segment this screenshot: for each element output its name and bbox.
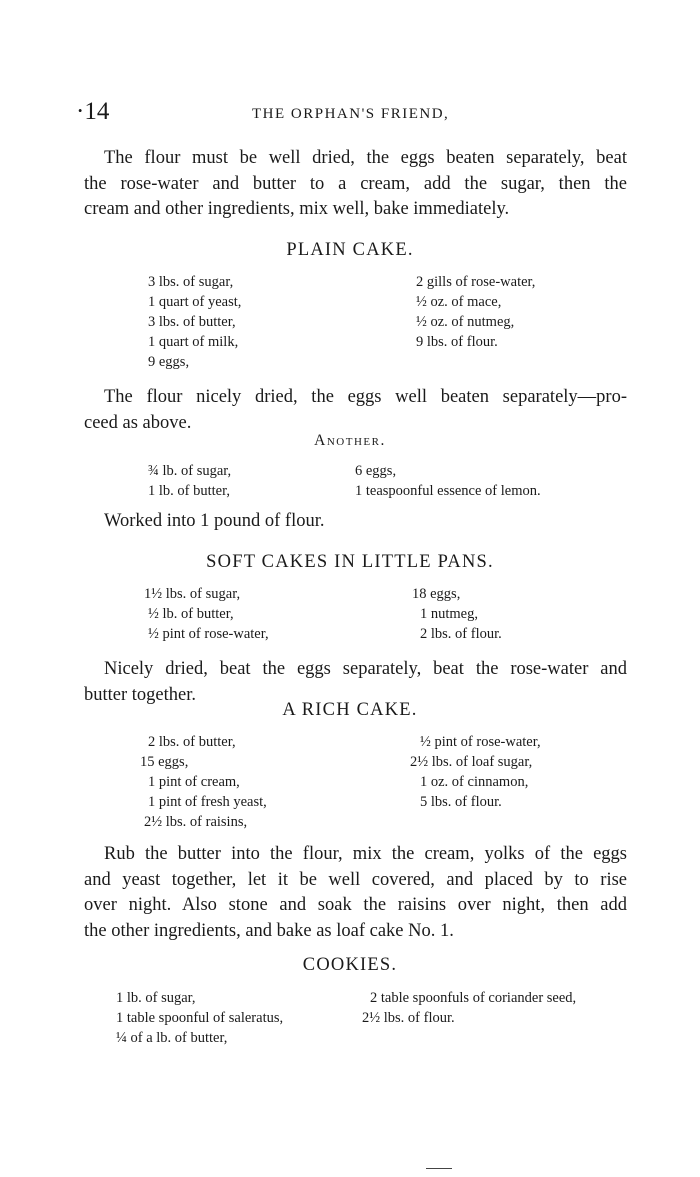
rich-cake-heading: A RICH CAKE.	[282, 700, 418, 720]
ingredient: ½ pint of rose-water,	[420, 734, 541, 750]
ingredient: 1½ lbs. of sugar,	[144, 586, 241, 602]
ingredient: ½ oz. of nutmeg,	[416, 314, 515, 330]
paragraph-line: the other ingredients, and bake as loaf cake No. 1.	[84, 920, 454, 941]
ingredient: 3 lbs. of sugar,	[148, 274, 234, 290]
paragraph-line: the rose-water and butter to a cream, add the sugar, then the	[84, 173, 627, 194]
ingredient: 2 lbs. of butter,	[148, 734, 236, 750]
ingredient: ¼ of a lb. of butter,	[116, 1030, 228, 1046]
ingredient: 2 table spoonfuls of coriander seed,	[370, 990, 577, 1006]
another-heading: Another.	[314, 432, 386, 449]
ingredient: 1 quart of yeast,	[148, 294, 242, 310]
paragraph-line: ceed as above.	[84, 412, 192, 433]
ingredient: 3 lbs. of butter,	[148, 314, 236, 330]
ingredient: 6 eggs,	[355, 463, 397, 479]
ingredient: 1 lb. of sugar,	[116, 990, 196, 1006]
ingredient: ½ lb. of butter,	[148, 606, 234, 622]
ingredient: 9 lbs. of flour.	[416, 334, 498, 350]
rich-cake-note	[84, 842, 627, 944]
ingredient: 2 gills of rose-water,	[416, 274, 536, 290]
another-note	[84, 509, 627, 535]
ingredient: 2½ lbs. of flour.	[362, 1010, 455, 1026]
page-number: ·14	[76, 98, 110, 125]
paragraph-line: The flour must be well dried, the eggs beaten separately, beat	[104, 148, 627, 168]
cookies-heading: COOKIES.	[302, 955, 398, 975]
ingredient: 2 lbs. of flour.	[420, 626, 502, 642]
ingredient: 1 quart of milk,	[148, 334, 239, 350]
ingredient: 1 pint of fresh yeast,	[148, 794, 267, 810]
ingredient: 2½ lbs. of raisins,	[144, 814, 248, 830]
ingredient: 1 oz. of cinnamon,	[420, 774, 529, 790]
ingredient: 1 teaspoonful essence of lemon.	[355, 483, 541, 499]
ingredient: 2½ lbs. of loaf sugar,	[410, 754, 533, 770]
running-title: THE ORPHAN'S FRIEND,	[252, 106, 450, 122]
ingredient: 5 lbs. of flour.	[420, 794, 502, 810]
paragraph-line: and yeast together, let it be well covered, and placed by to rise	[84, 869, 627, 890]
paragraph-line: over night. Also stone and soak the raisins over night, then add	[84, 895, 627, 915]
ingredient: 1 pint of cream,	[148, 774, 240, 790]
ingredient: 1 nutmeg,	[420, 606, 478, 622]
paragraph-line: The flour nicely dried, the eggs well beaten separately—pro-	[104, 387, 627, 407]
plain-cake-note	[84, 385, 627, 436]
paragraph-line: Worked into 1 pound of flour.	[104, 511, 325, 531]
ingredient: ½ pint of rose-water,	[148, 626, 269, 642]
paragraph-line: butter together.	[84, 684, 196, 705]
paragraph-line: Nicely dried, beat the eggs separately, beat the rose-water and	[104, 659, 627, 679]
plain-cake-heading: PLAIN CAKE.	[286, 240, 414, 260]
ingredient: 9 eggs,	[148, 354, 190, 370]
intro-paragraph	[84, 146, 627, 223]
ingredient: 18 eggs,	[412, 586, 461, 602]
ingredient: 1 lb. of butter,	[148, 483, 230, 499]
footer-rule	[426, 1168, 452, 1169]
paragraph-line: cream and other ingredients, mix well, bake immediately.	[84, 199, 510, 219]
soft-cakes-heading: SOFT CAKES IN LITTLE PANS.	[206, 552, 494, 572]
paragraph-line: Rub the butter into the flour, mix the cream, yolks of the eggs	[104, 844, 627, 864]
ingredient: 15 eggs,	[140, 754, 189, 770]
ingredient: ¾ lb. of sugar,	[148, 463, 232, 479]
ingredient: 1 table spoonful of saleratus,	[116, 1010, 284, 1026]
ingredient: ½ oz. of mace,	[416, 294, 502, 310]
